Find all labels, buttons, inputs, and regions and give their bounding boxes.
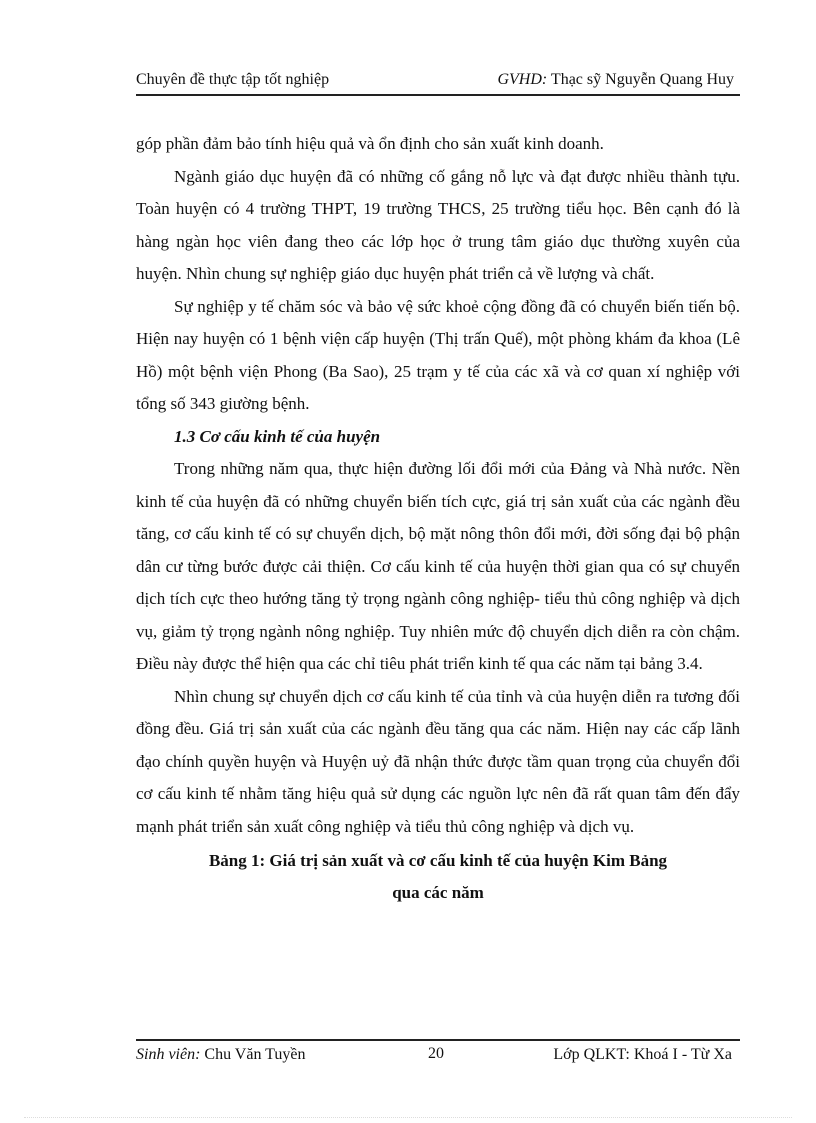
student-label: Sinh viên: — [136, 1046, 201, 1063]
paragraph-economic-structure: Trong những năm qua, thực hiện đường lối đổi mới của Đảng và Nhà nước. Nền kinh tế của huyện đã có những chuyển biến tích cực, giá trị sản xuất của các ngành đều tăng, cơ cấu kinh tế có sự chuyển dịch, bộ mặt nông thôn đổi mới, đời sống đại bộ phận dân cư từng bước được cải thiện. Cơ cấu kinh tế của huyện thời gian qua có sự chuyển dịch tích cực theo hướng tăng tỷ trọng ngành công nghiệp- tiểu thủ công nghiệp và dịch vụ, giảm tỷ trọng ngành nông nghiệp. Tuy nhiên mức độ chuyển dịch diễn ra còn chậm. Điều này được thể hiện qua các chỉ tiêu phát triển kinh tế qua các năm tại bảng 3.4. — [136, 459, 740, 673]
page-footer — [136, 1039, 740, 1065]
section-heading: 1.3 Cơ cấu kinh tế của huyện — [174, 426, 381, 446]
document-body — [136, 128, 740, 909]
page-bottom-rule — [24, 1117, 792, 1118]
paragraph-continuation: góp phần đảm bảo tính hiệu quả và ổn định cho sản xuất kinh doanh. — [136, 134, 604, 153]
student-info — [136, 1045, 305, 1065]
page-number: 20 — [428, 1045, 444, 1062]
supervisor-name: Thạc sỹ Nguyễn Quang Huy — [547, 71, 734, 88]
paragraph-health: Sự nghiệp y tế chăm sóc và bảo vệ sức khoẻ cộng đồng đã có chuyển biến tiến bộ. Hiện nay huyện có 1 bệnh viện cấp huyện (Thị trấn Quế), một phòng khám đa khoa (Lê Hồ) một bệnh viện Phong (Ba Sao), 25 trạm y tế của các xã và cơ quan xí nghiệp với tổng số 343 giường bệnh. — [136, 296, 740, 413]
supervisor-label: GVHD: — [497, 71, 548, 88]
supervisor-info — [497, 70, 734, 90]
student-name: Chu Văn Tuyền — [200, 1046, 306, 1063]
thesis-type: Chuyên đề thực tập tốt nghiệp — [136, 71, 330, 88]
class-info: Lớp QLKT: Khoá I - Từ Xa — [553, 1046, 732, 1063]
table-caption-line-1: Bảng 1: Giá trị sản xuất và cơ cấu kinh tế của huyện Kim Bảng — [208, 851, 668, 870]
table-caption-line-2: qua các năm — [392, 883, 484, 902]
paragraph-education: Ngành giáo dục huyện đã có những cố gắng nỗ lực và đạt được nhiều thành tựu. Toàn huyện có 4 trường THPT, 19 trường THCS, 25 trường tiểu học. Bên cạnh đó là hàng ngàn học viên đang theo các lớp học ở trung tâm giáo dục thường xuyên của huyện. Nhìn chung sự nghiệp giáo dục huyện phát triển cả về lượng và chất. — [136, 166, 740, 283]
paragraph-economic-shift: Nhìn chung sự chuyển dịch cơ cấu kinh tế của tỉnh và của huyện diễn ra tương đối đồng đều. Giá trị sản xuất của các ngành đều tăng qua các năm. Hiện nay các cấp lãnh đạo chính quyền huyện và Huyện uỷ đã nhận thức được tầm quan trọng của chuyển đổi cơ cấu kinh tế nhằm tăng hiệu quả sử dụng các nguồn lực nên đã rất quan tâm đến đẩy mạnh phát triển sản xuất công nghiệp và tiểu thủ công nghiệp và dịch vụ. — [136, 686, 740, 836]
page-header — [136, 70, 740, 96]
